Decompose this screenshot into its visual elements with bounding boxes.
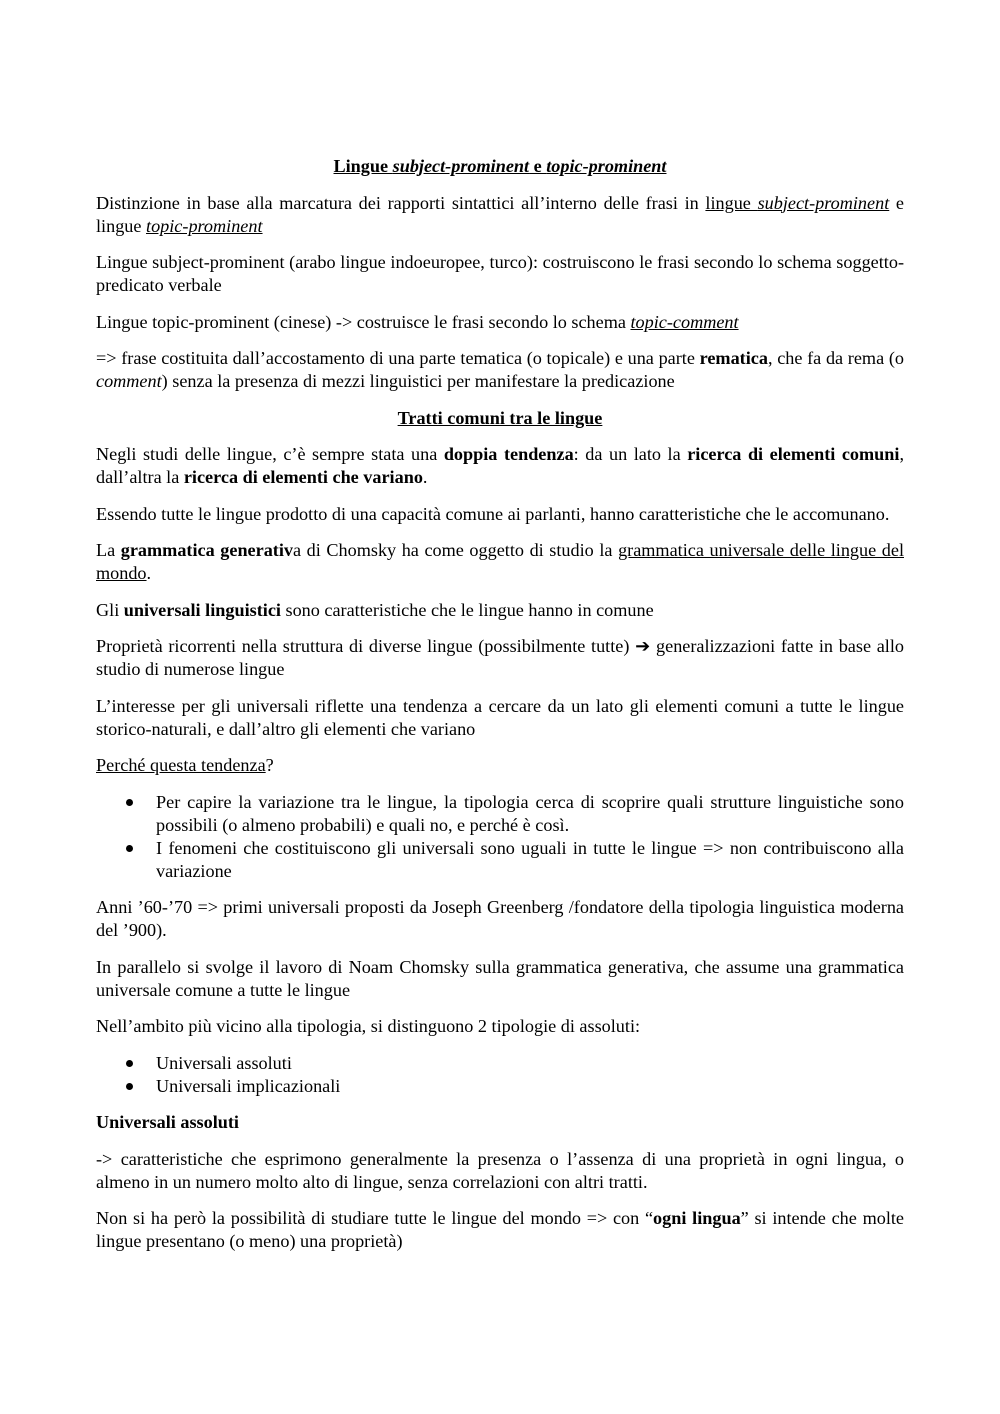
list-item-text: Per capire la variazione tra le lingue, la tipologia cerca di scoprire quali strutture linguistiche sono possibili (o almeno probabili) e quali no, e perché è così. — [156, 791, 904, 835]
text: Distinzione in base alla marcatura dei rapporti sintattici all’interno delle frasi in — [96, 192, 706, 213]
text: ” si intende che molte lingue presentano (o meno) una proprietà) — [96, 1208, 904, 1251]
text: La — [96, 540, 121, 560]
bold-text: universali linguistici — [123, 599, 281, 620]
list-item — [96, 837, 904, 883]
bullet-icon — [126, 845, 133, 852]
paragraph: Proprietà ricorrenti nella struttura di diverse lingue (possibilmente tutte) ➔ generalizzazioni fatte in base allo studio di numerose lingue — [96, 636, 904, 679]
text: a di Chomsky ha come oggetto di studio la — [293, 540, 619, 560]
paragraph — [96, 754, 904, 777]
paragraph — [96, 539, 904, 585]
paragraph: -> caratteristiche che esprimono generalmente la presenza o l’assenza di una proprietà in ogni lingua, o almeno in un numero molto alto di lingue, senza correlazioni con altri tratti. — [96, 1148, 904, 1192]
bullet-list — [96, 1052, 904, 1098]
underlined-text: lingue — [705, 192, 758, 213]
list-item — [96, 791, 904, 837]
bold-text: doppia tendenza — [443, 444, 574, 464]
paragraph — [96, 311, 904, 334]
italic-text: comment — [96, 371, 162, 391]
paragraph: In parallelo si svolge il lavoro di Noam Chomsky sulla grammatica generativa, che assume una grammatica universale comune a tutte le lingue — [96, 956, 904, 1000]
paragraph: L’interesse per gli universali riflette una tendenza a cercare da un lato gli elementi comuni a tutte le lingue storico-naturali, e dall’altro gli elementi che variano — [96, 695, 904, 739]
title-part: Lingue — [333, 156, 393, 176]
paragraph — [96, 443, 904, 489]
list-item — [96, 1052, 904, 1075]
title-italic: topic-prominent — [546, 156, 667, 176]
bullet-icon — [126, 1083, 133, 1090]
bold-text: ricerca di elementi comuni — [687, 444, 900, 464]
title-heading — [96, 155, 904, 178]
underlined-text: Perché questa tendenza — [96, 755, 266, 775]
bold-text: ricerca di elementi che variano — [183, 467, 423, 487]
text: , dall’altra la — [96, 444, 904, 487]
paragraph — [96, 347, 904, 393]
text: . — [146, 563, 152, 583]
list-item — [96, 1075, 904, 1098]
text: Negli studi delle lingue, c’è sempre stata una — [96, 444, 444, 464]
underlined-italic-text: subject-prominent — [757, 192, 890, 213]
underlined-text: grammatica universale delle lingue del mondo — [96, 540, 904, 583]
underlined-italic-text: topic-prominent — [146, 215, 263, 236]
paragraph: Anni ’60-’70 => primi universali proposti da Joseph Greenberg /fondatore della tipologia linguistica moderna del ’900). — [96, 897, 904, 940]
text: e lingue — [96, 192, 905, 236]
paragraph — [96, 192, 904, 238]
text: ? — [265, 755, 274, 775]
section-heading-text: Tratti comuni tra le lingue — [397, 407, 603, 428]
bold-text: rematica — [699, 348, 768, 368]
text: Non si ha però la possibilità di studiare tutte le lingue del mondo => con “ — [96, 1208, 654, 1228]
paragraph: Nell’ambito più vicino alla tipologia, si distinguono 2 tipologie di assoluti: — [96, 1016, 641, 1036]
bullet-icon — [126, 799, 133, 806]
text: sono caratteristiche che le lingue hanno in comune — [280, 599, 654, 620]
text: Lingue topic-prominent (cinese) -> costruisce le frasi secondo lo schema — [96, 311, 631, 332]
text: Gli — [96, 599, 124, 620]
text: ) senza la presenza di mezzi linguistici per manifestare la predicazione — [161, 371, 675, 391]
section-heading — [96, 407, 904, 430]
bullet-list — [96, 791, 904, 883]
paragraph — [96, 1207, 904, 1253]
underlined-italic-text: topic-comment — [630, 311, 739, 332]
subsection-heading: Universali assoluti — [96, 1112, 239, 1132]
bold-text: grammatica generativ — [120, 540, 294, 560]
list-item-text: Universali implicazionali — [156, 1075, 341, 1096]
title-part: e — [529, 156, 547, 176]
text: : da un lato la — [573, 444, 688, 464]
list-item-text: Universali assoluti — [156, 1052, 292, 1073]
paragraph: Essendo tutte le lingue prodotto di una capacità comune ai parlanti, hanno caratteristiche che le accomunano. — [96, 503, 890, 524]
paragraph — [96, 599, 904, 622]
text: . — [422, 467, 428, 487]
paragraph: Lingue subject-prominent (arabo lingue indoeuropee, turco): costruiscono le frasi secondo lo schema soggetto-predicato verbale — [96, 252, 904, 295]
title-italic: subject-prominent — [392, 156, 530, 176]
text: , che fa da rema (o — [767, 348, 904, 368]
list-item-text: I fenomeni che costituiscono gli universali sono uguali in tutte le lingue => non contribuiscono alla variazione — [156, 837, 904, 881]
bullet-icon — [126, 1060, 133, 1067]
text: => frase costituita dall’accostamento di una parte tematica (o topicale) e una parte — [96, 348, 700, 368]
bold-text: ogni lingua — [653, 1208, 741, 1228]
